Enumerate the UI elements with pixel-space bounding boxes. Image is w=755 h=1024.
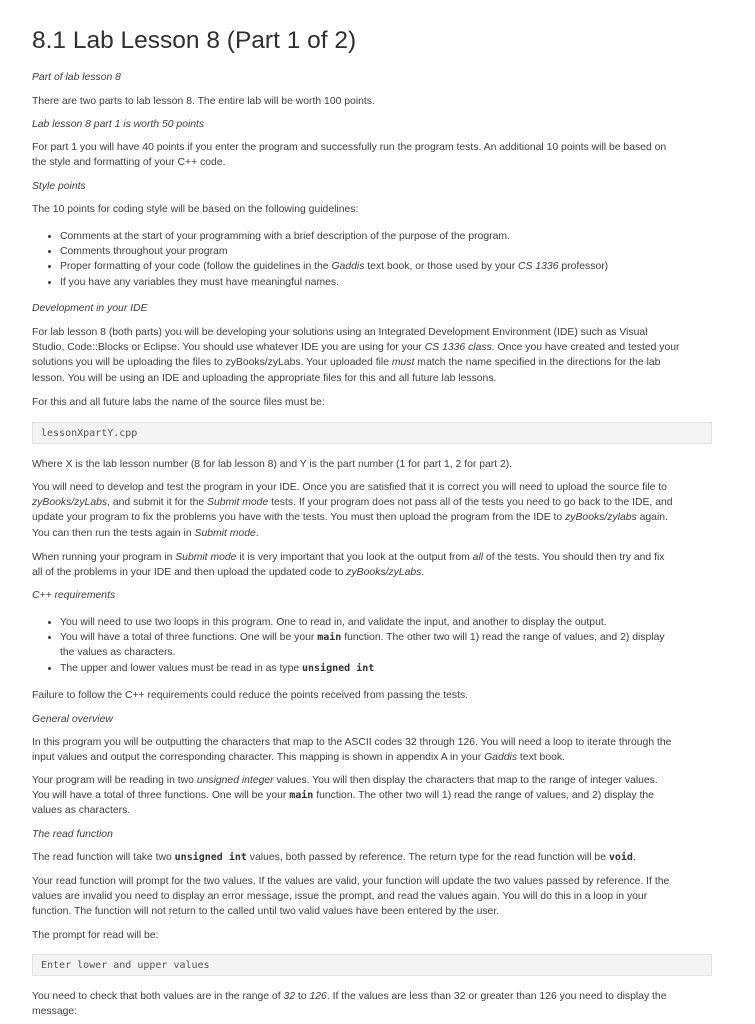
list-item	[60, 259, 748, 274]
text: Your read function will prompt for the two values. If the values are valid, your function will update the two values passed by reference. If the	[32, 876, 670, 887]
text: values, both passed by reference. The return type for the read function will be	[246, 852, 609, 863]
part1-line-2: the style and formatting of your C++ code.	[32, 157, 226, 169]
text: unsigned integer	[196, 775, 274, 786]
list-item	[60, 661, 748, 676]
text: it is very important that you look at the output from	[236, 552, 473, 563]
text: values as characters.	[32, 805, 131, 817]
text: the values as characters.	[60, 647, 176, 659]
text: input values and output the corresponding character. This mapping is shown in appendix A in your	[32, 752, 485, 764]
failure-paragraph: Failure to follow the C++ requirements could reduce the points received from passing the tests.	[32, 690, 469, 701]
text: again.	[636, 512, 668, 524]
text: Proper formatting of your code (follow the guidelines in the	[60, 261, 332, 273]
text: of the tests. You should then try and fix	[483, 552, 665, 563]
part1-paragraph	[32, 140, 720, 170]
two-parts-paragraph: There are two parts to lab lesson 8. The entire lab will be worth 100 points.	[32, 96, 375, 107]
text: values. You will then display the characters that map to the range of integer values.	[273, 775, 658, 786]
reading-paragraph	[32, 773, 720, 819]
text: values are invalid you need to display an error message, issue the prompt, and read the values again. You will do this in a loop in your	[32, 891, 648, 903]
text: .	[421, 567, 425, 579]
text: zyBooks/zylabs	[565, 512, 637, 524]
code-text: void	[608, 852, 633, 863]
text: match the name specified in the directions for the lab	[414, 357, 661, 369]
text: Gaddis	[331, 261, 365, 273]
check-range-paragraph	[32, 989, 720, 1019]
text: 32	[283, 991, 296, 1002]
text: Submit mode	[207, 497, 269, 509]
text: , and submit it for the	[107, 497, 208, 509]
text: 126	[309, 991, 327, 1002]
upload-paragraph	[32, 480, 720, 541]
list-item: • Comments throughout your program	[60, 244, 748, 259]
text: For lab lesson 8 (both parts) you will be developing your solutions using an Integrated Development Environment (IDE) such as Visual	[32, 327, 648, 338]
text: all	[472, 552, 484, 563]
text: function. The function will not return to the called until two valid values have been entered by the user.	[32, 906, 500, 918]
text: . Once you have created and tested your	[491, 342, 680, 354]
text: solutions you will be uploading the files to zyBooks/zyLabs. Your uploaded file	[32, 357, 392, 369]
text: to	[295, 991, 310, 1002]
text: zyBooks/zyLabs	[32, 497, 108, 509]
running-paragraph	[32, 550, 720, 580]
read-function-heading: The read function	[32, 829, 113, 840]
dev-ide-paragraph	[32, 325, 720, 386]
text: You will have a total of three functions. One will be your	[32, 790, 290, 802]
text: all of the problems in your IDE and then upload the updated code to	[32, 567, 347, 579]
code-text: main	[317, 632, 342, 644]
prompt-label-paragraph: The prompt for read will be:	[32, 930, 159, 941]
list-item	[60, 630, 748, 660]
text: update your program to fix the problems you have with the tests. You must then upload the program from the IDE to	[32, 512, 566, 524]
part1-worth-heading: Lab lesson 8 part 1 is worth 50 points	[32, 119, 205, 130]
style-intro-paragraph: The 10 points for coding style will be based on the following guidelines:	[32, 204, 359, 215]
text: The read function will take two	[32, 852, 175, 863]
code-text: main	[289, 790, 314, 802]
page-title: 8.1 Lab Lesson 8 (Part 1 of 2)	[32, 27, 357, 54]
style-points-heading: Style points	[32, 181, 86, 192]
cpp-requirements-heading: C++ requirements	[32, 590, 116, 601]
style-guidelines-list	[32, 229, 748, 290]
text: .	[632, 852, 636, 863]
overview-paragraph	[32, 735, 720, 765]
part-of-lab-heading: Part of lab lesson 8	[32, 72, 121, 83]
text: professor)	[558, 261, 609, 273]
text: Submit mode	[194, 527, 256, 539]
text: The upper and lower values must be read in as type	[60, 662, 303, 674]
part1-line-1: For part 1 you will have 40 points if you enter the program and successfully run the program tests. An additional 10 points will be based on	[32, 142, 667, 153]
text: Gaddis	[484, 752, 518, 764]
text: When running your program in	[32, 552, 176, 563]
dev-ide-heading: Development in your IDE	[32, 303, 148, 314]
cpp-requirements-list	[32, 615, 748, 676]
text: . If the values are less than 32 or greater than 126 you need to display the	[326, 991, 667, 1002]
text: text book, or those used by your	[364, 261, 519, 273]
list-item: • You will need to use two loops in this program. One to read in, and validate the input, and another to display the output.	[60, 615, 748, 630]
where-paragraph: Where X is the lab lesson number (8 for lab lesson 8) and Y is the part number (1 for part 1, 2 for part 2).	[32, 459, 513, 470]
code-text: unsigned int	[174, 852, 247, 863]
read-function-paragraph	[32, 850, 720, 865]
text: In this program you will be outputting the characters that map to the ASCII codes 32 through 126. You will need a loop to iterate through the	[32, 737, 672, 748]
general-overview-heading: General overview	[32, 714, 113, 725]
filename-code-block: lessonXpartY.cpp	[32, 422, 712, 444]
text: You will have a total of three functions. One will be your	[60, 632, 318, 644]
text: function. The other two will 1) read the range of values, and 2) display the	[313, 790, 654, 802]
text: text book.	[517, 752, 565, 764]
text: Your program will be reading in two	[32, 775, 197, 786]
text: You need to check that both values are in the range of	[32, 991, 284, 1002]
text: zyBooks/zyLabs	[346, 567, 422, 579]
text: function. The other two will 1) read the range of values, and 2) display	[341, 632, 665, 644]
code-text: unsigned int	[302, 662, 375, 674]
text: .	[255, 527, 259, 539]
text: message:	[32, 1006, 78, 1018]
text: Submit mode	[175, 552, 237, 563]
text: You can then run the tests again in	[32, 527, 195, 539]
text: must	[391, 357, 415, 369]
source-files-paragraph: For this and all future labs the name of the source files must be:	[32, 397, 325, 408]
text: CS 1336	[518, 261, 559, 273]
list-item: • Comments at the start of your programming with a brief description of the purpose of the program.	[60, 229, 748, 244]
text: tests. If your program does not pass all of the tests you need to go back to the IDE, and	[268, 497, 673, 509]
text: CS 1336 class	[424, 342, 492, 354]
text: Studio, Code::Blocks or Eclipse. You should use whatever IDE you are using for your	[32, 342, 425, 354]
text: You will need to develop and test the program in your IDE. Once you are satisfied that it is correct you will need to upload the source file to	[32, 482, 667, 493]
list-item: • If you have any variables they must have meaningful names.	[60, 275, 748, 290]
prompt-code-block: Enter lower and upper values	[32, 954, 712, 976]
prompt-paragraph	[32, 874, 720, 920]
text: lesson. You will be using an IDE and uploading the appropriate files for this and all future lab lessons.	[32, 372, 497, 384]
